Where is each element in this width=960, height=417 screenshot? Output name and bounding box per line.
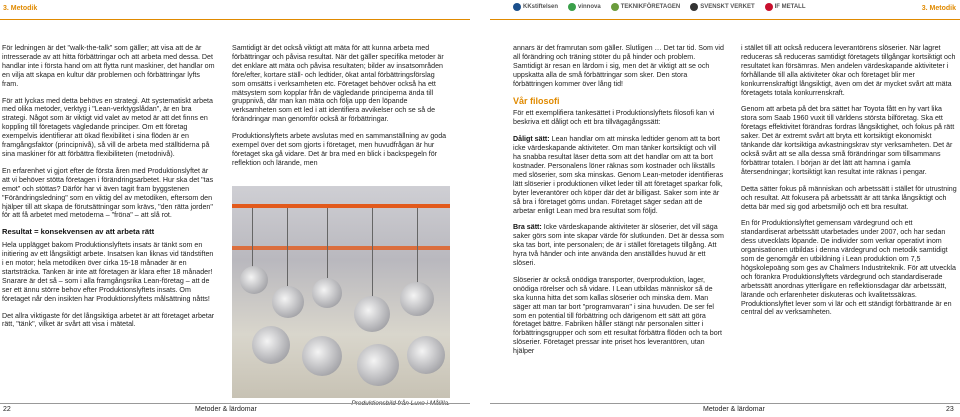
section-heading: Resultat = konsekvensen av att arbeta rätt <box>2 227 155 237</box>
page-number-left: 22 <box>3 406 11 413</box>
lamp-shade <box>272 286 304 318</box>
production-photo <box>232 186 450 398</box>
sponsor-logos <box>513 3 806 11</box>
lamp-shade <box>354 296 390 332</box>
section-label-right: 3. Metodik <box>921 5 956 12</box>
publication-title-left: Metoder & lärdomar <box>195 406 257 413</box>
paragraph: För ledningen är det "walk-the-talk" som gäller; att visa att de är intresserade av att hitta förbättringar och att arbeta med dessa. Det handlar inte i första hand om att flytta runt maskiner, det handlar om en vilja att skapa en kultur där problemen och förbättringar lyfts fram. <box>2 44 215 88</box>
lamp-shade <box>312 278 342 308</box>
lamp-shade <box>302 336 342 376</box>
bold-label: Dåligt sätt: <box>513 135 550 144</box>
publication-title-right: Metoder & lärdomar <box>703 406 765 413</box>
paragraph: Dåligt sätt: Lean handlar om att minska ledtider genom att ta bort icke värdeskapande aktiviteter. Om man tänker kortsiktigt och vill ha snabba resultat läser detta som att det handlar om att ta bort kostnader. Personalens löner räknas som kostnader och likställs med slöserier, som ska minskas. Genom Lean-metoder identifieras lätt slöserier i produktionen vilket leder till att företaget sparkar folk, byter leverantörer och köper där det är billigast. Saker som inte är så bra i företaget göms undan. Företaget säger sedan att de arbetar enligt Lean med bra resultat som följd. <box>513 135 724 215</box>
lamp-shade <box>357 344 399 386</box>
paragraph: Det allra viktigaste för det långsiktiga arbetet är att företaget arbetar rätt, "tänk", vilket är svårt att visa i mätetal. <box>2 311 215 329</box>
section-label-left: 3. Metodik <box>3 5 38 12</box>
footer-rule-right <box>490 403 960 404</box>
logo-vinnova: vinnova <box>568 3 601 11</box>
paragraph: Hela upplägget bakom Produktionslyftets insats är tänkt som en initiering av ett långsiktigt arbete. Insatsen kan liknas vid tändstiften i en motor; hela metodiken över cirka 15-18 månader är en startsträcka. Tanken är inte att företagen är klara efter 18 månader! Snarare är det så – som i alla framgångsrika Lean-företag – att de ser ett ännu större behov efter Produktionslyftets insats. Om företaget når den insikten har Produktionslyftets målsättning nåtts! <box>2 241 214 303</box>
paragraph: För ett exemplifiera tankesättet i Produktionslyftets filosofi kan vi beskriva ett dåligt och ett bra tillvägagångssätt: <box>513 109 715 127</box>
paragraph: Produktionslyftets arbete avslutas med en sammanställning av goda exempel över det som gjorts i företaget, men huvudfrågan är hur företaget ska gå vidare. Det är bra med en blick i backspegeln för reflektion och lärande, men <box>232 132 447 167</box>
text-column-1 <box>2 44 215 337</box>
lamp-shade <box>400 282 434 316</box>
paragraph: En för Produktionslyftet gemensam värdegrund och ett standardiserat arbetssätt utarbetades under 2007, och har sedan dess utvecklats löpande. De individer som verkar operativt inom organisationen utbildas i denna värdegrund och metodik samtidigt som de genomgår en utbildning i Lean produktion om 7,5 högskolepoäng som ges av Chalmers Industriteknik. För att utveckla och förankra Produktionslyftets värdegrund och standardiserade arbetssätt anordnas ytterligare en reflektionsdagar där arbetssätt, lärande och erfarenheter diskuteras och kvalitetssäkras. Produktionslyftet lever som vi lär och ett ständigt förbättrande är en central del av verksamheten. <box>741 219 956 317</box>
paragraph: annars är det framrutan som gäller. Slutligen … Det tar tid. Som vid all förändring och träning stöter du på hinder och problem. Samtidigt är resan en lärdom i sig, men det är viktigt att se och uppskatta alla de små förbättringar som sker. Den stora förbättringen kommer över lång tid! <box>513 44 724 88</box>
lamp-shade <box>407 336 445 374</box>
paragraph: Bra sätt: Icke värdeskapande aktiviteter är slöserier, det vill säga saker görs som inte skapar värde för slutkunden. Det är dessa som ska tas bort, inte personalen; de är i stället företagets tillgång. Att hyra två händer och inte använda den anställdes huvud är ett slöseri. <box>513 223 724 268</box>
logo-kkstiftelsen: KKstiftelsen <box>513 3 558 11</box>
logo-if-metall: IF METALL <box>765 3 806 11</box>
footer-rule-left <box>0 403 470 404</box>
logo-svenskt-verket: SVENSKT VERKET <box>690 3 754 11</box>
bold-label: Bra sätt: <box>513 223 542 232</box>
paragraph: Genom att arbeta på det bra sättet har Toyota fått en hy vart lika stora som Saab 1960 vuxit till världens största bilföretag. Ska ett företags effektivitet förändras fordras långsiktighet, och fokus på rätt saker. Det är extremt svårt att bryta ett kortsiktigt ekonomiskt tänkande där kortsiktiga avkastningskrav styr verksamheten. Det är också svårt att se alla dessa små förändringar som tillsammans förbättrar totalen. I början är det lätt att hamna i gamla återsendningar; kortsiktigt kan resultat inte räknas i pengar. <box>741 105 955 176</box>
lamp-shade <box>240 266 268 294</box>
lamp-shade <box>252 326 290 364</box>
paragraph: För att lyckas med detta behövs en strategi. Att systematiskt arbeta med olika metoder, verktyg i "Lean-verktygslådan", är en bra strategi. Något som är viktigt vid valet av metod är att det finns en koppling till företagets vägledande principer. Om ett företag exempelvis identifierar att ökad flexibilitet i sina flöden är en framgångsfaktor (principnivå), så vill de arbeta med ställtiderna på sina maskiner för att förbättra flexibiliteten (metodnivå). <box>2 96 213 158</box>
text-column-3 <box>513 44 725 364</box>
paragraph: Samtidigt är det också viktigt att mäta för att kunna arbeta med förbättringar och påvisa resultat. När det gäller specifika metoder är det enklare att mäta och påvisa resultaten; bilder av insatsområden före/efter, kortare ställ- och ledtider, ökat antal förbättringsförslag som omsätts i verksamheten etc. Företaget behöver också ha ett mätsystem som kopplar från de vägledande principerna ända till gruppnivå, där man kan mäta och följa upp den löpande verksamheten som ett led i att identifiera avvikelser och se så de förändringar man genomför också är förbättringar. <box>232 44 444 124</box>
header-rule-left <box>0 19 470 20</box>
paragraph: Detta sätter fokus på människan och arbetssätt i stället för utrustning och resultat. Att fokusera på arbetssätt är att tänka långsiktigt och detta bär med sig god arbetsmiljö och ett bra resultat. <box>741 184 957 211</box>
text-column-4 <box>741 44 958 325</box>
paragraph: i stället till att också reducera leverantörens slöserier. När lagret reduceras så reduceras samtidigt företagets tillgångar kortsiktigt och resultatet kan försämras. Men andelen värdeskapande aktiviteter i förhållande till alla aktiviteter ökar och företaget blir mer konkurrenskraftigt långsiktigt, även om det är mycket svårt att mäta företagets totala konkurrenskraft. <box>741 44 956 97</box>
paragraph: En erfarenhet vi gjort efter de första åren med Produktionslyftet är att vi behöver stötta företagen i förändringsarbetet. Hur ska det "tas emot" och stöttas? Därför har vi även tagit fram byggstenen "Förändringsledning" som en viktig del av metodiken, eftersom den hjälper till att skapa de förutsättningar som krävs, "den rätta jorden" för att få arbetet med metoderna – "fröna" – att slå rot. <box>2 166 214 220</box>
section-heading: Vår filosofi <box>513 95 560 106</box>
page-number-right: 23 <box>946 406 954 413</box>
logo-teknikforetagen: TEKNIKFÖRETAGEN <box>611 3 681 11</box>
text-column-2 <box>232 44 450 176</box>
paragraph: Slöserier är också onödiga transporter, överproduktion, lager, onödiga rörelser och så vidare. I Lean utbildas människor så de ska kunna hitta det som kallas slöserier och minska dem. Man säger att man tar bort "programvaran" i sina huvuden. De ser fel som en potential till förbättring och därigenom ett sätt att göra företaget bättre. Fabriken håller stängt när personalen sitter i förbättringsgrupper och som ett resultat förbättra flöden och ta bort slöserier. Företaget pressar inte priset hos leverantören, utan hjälper <box>513 275 722 356</box>
header-rule-right <box>490 19 960 20</box>
